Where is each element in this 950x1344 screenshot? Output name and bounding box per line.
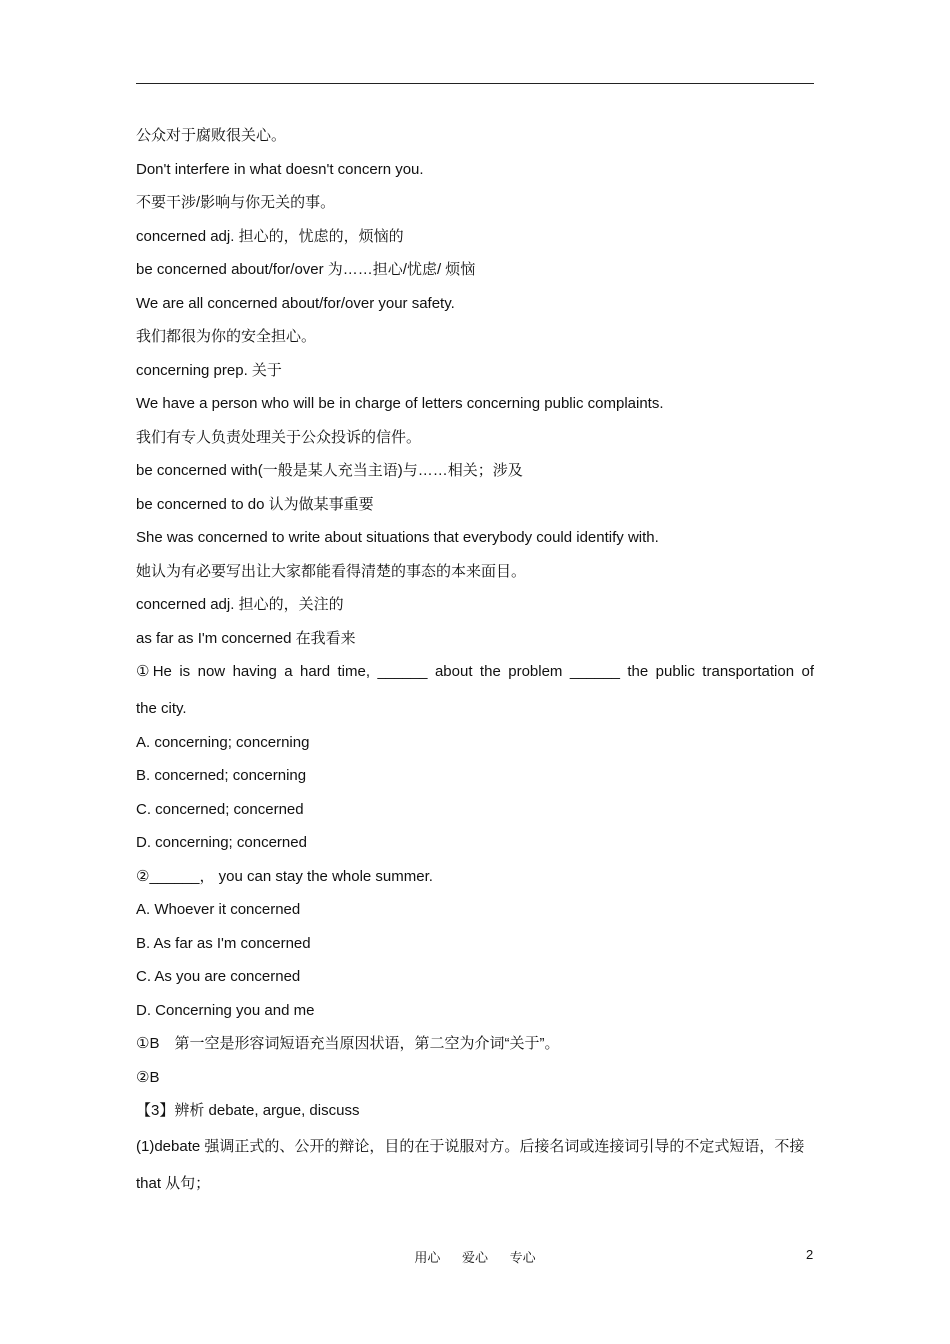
answer-2: ②B [136,1068,160,1086]
text-line: 她认为有必要写出让大家都能看得清楚的事态的本来面目。 [136,562,527,580]
question-2-stem: ②______， you can stay the whole summer. [136,867,433,885]
question-1-stem-continued: the city. [136,700,187,717]
question-1-option-c: C. concerned; concerned [136,800,304,818]
question-1-stem: ①He is now having a hard time, ______ about the problem ______ the public transportation of [136,663,814,680]
text-line: 我们都很为你的安全担心。 [136,328,317,345]
question-2-option-d: D. Concerning you and me [136,1001,315,1019]
answer-1: ①B 第一空是形容词短语充当原因状语，第二空为介词“关于”。 [136,1035,560,1052]
page-number: 2 [806,1247,814,1262]
header-rule [136,83,814,84]
document-body [136,119,814,1202]
text-line: 公众对于腐败很关心。 [136,127,287,144]
question-2-option-b: B. As far as I'm concerned [136,934,311,952]
text-line: be concerned to do 认为做某事重要 [136,495,374,513]
text-line: be concerned with(一般是某人充当主语)与……相关；涉及 [136,462,523,479]
text-line: We are all concerned about/for/over your safety. [136,294,455,312]
text-line: She was concerned to write about situations that everybody could identify with. [136,529,659,546]
paragraph-debate: (1)debate 强调正式的、公开的辩论，目的在于说服对方。后接名词或连接词引导的不定式短语，不接 that 从句； [136,1137,805,1192]
text-line: Don't interfere in what doesn't concern you. [136,160,424,178]
question-1-option-b: B. concerned; concerning [136,767,307,784]
footer-motto-word: 专心 [509,1250,536,1265]
section-heading: 【3】辨析 debate, argue, discuss [136,1102,360,1119]
question-2-option-c: C. As you are concerned [136,968,301,985]
text-line: concerned adj. 担心的，关注的 [136,596,344,613]
text-line: be concerned about/for/over 为……担心/忧虑/ 烦恼 [136,261,476,278]
question-1-option-d: D. concerning; concerned [136,834,307,851]
text-line: concerned adj. 担心的，忧虑的，烦恼的 [136,227,404,245]
question-1-option-a: A. concerning; concerning [136,733,310,751]
footer-motto-word: 用心 [414,1250,441,1265]
footer-motto-word: 爱心 [461,1250,488,1265]
text-line: We have a person who will be in charge of letters concerning public complaints. [136,395,664,412]
text-line: 我们有专人负责处理关于公众投诉的信件。 [136,428,422,446]
text-line: 不要干涉/影响与你无关的事。 [136,194,336,211]
text-line: concerning prep. 关于 [136,361,282,379]
text-line: as far as I'm concerned 在我看来 [136,629,356,647]
question-2-option-a: A. Whoever it concerned [136,901,301,918]
